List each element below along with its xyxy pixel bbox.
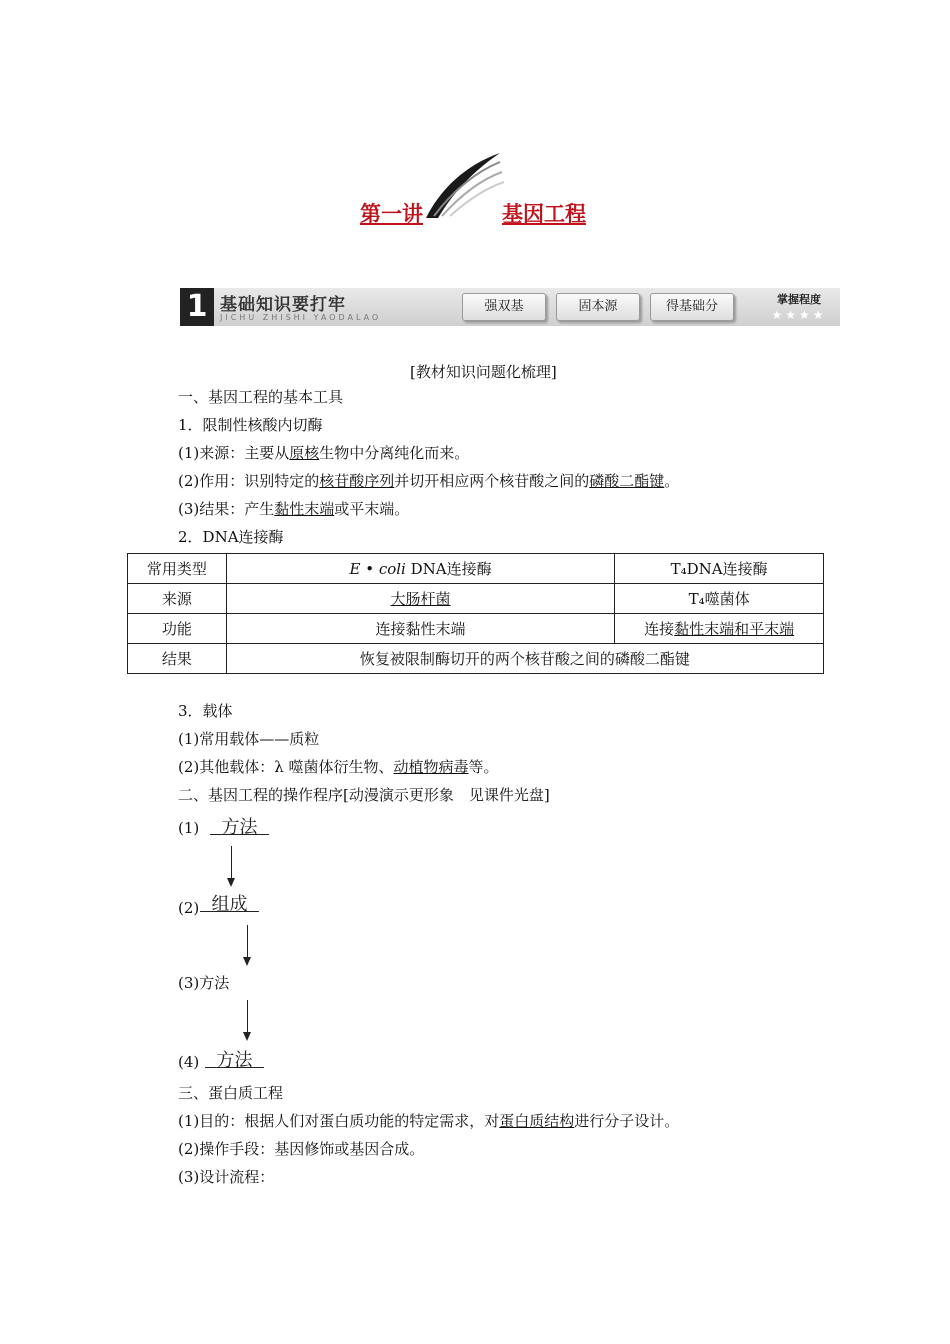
tab-qiangshuangji[interactable]: 强双基 xyxy=(462,293,546,321)
swoosh-decoration xyxy=(420,150,505,225)
answer-blank: 磷酸二酯键 xyxy=(589,472,665,490)
table-cell: 常用类型 xyxy=(128,554,227,584)
chapter-name: 基因工程 xyxy=(502,201,586,226)
table-cell: 结果 xyxy=(128,644,227,674)
flow-arrow xyxy=(247,1000,248,1034)
chapter-number: 第一讲 xyxy=(360,201,423,226)
dna-ligase-table xyxy=(127,553,824,674)
flow-label-2: 组成 xyxy=(211,894,248,915)
table-row xyxy=(128,554,824,584)
item3-common: (1)常用载体——质粒 xyxy=(178,730,320,748)
answer-blank: 原核 xyxy=(289,444,320,462)
table-row xyxy=(128,644,824,674)
table-cell: 连接黏性末端和平末端 xyxy=(615,614,824,644)
part3-flow: (3)设计流程： xyxy=(178,1168,275,1186)
flow-step-3: (3)方法 xyxy=(178,974,230,992)
answer-blank: 蛋白质结构 xyxy=(499,1112,575,1130)
answer-blank: 黏性末端 xyxy=(274,500,335,518)
item1-title: 1．限制性核酸内切酶 xyxy=(178,416,323,434)
mastery-stars: ★★★★ xyxy=(771,308,827,322)
answer-blank: 动植物病毒 xyxy=(393,758,469,776)
flow-step-2: (2) xyxy=(178,899,200,917)
part3-purpose: (1)目的：根据人们对蛋白质功能的特定需求，对蛋白质结构进行分子设计。 xyxy=(178,1112,680,1130)
item1-function: (2)作用：识别特定的核苷酸序列并切开相应两个核苷酸之间的磷酸二酯键。 xyxy=(178,472,680,490)
banner-number: 1 xyxy=(180,288,214,326)
table-row xyxy=(128,584,824,614)
flow-label-4: 方法 xyxy=(216,1050,253,1071)
item1-result: (3)结果：产生黏性末端或平末端。 xyxy=(178,500,410,518)
table-cell: 连接黏性末端 xyxy=(226,614,614,644)
part3-method: (2)操作手段：基因修饰或基因合成。 xyxy=(178,1140,425,1158)
arrow-down-icon xyxy=(243,1032,251,1041)
flow-arrow xyxy=(231,846,232,880)
banner-title: 基础知识要打牢 xyxy=(220,295,346,315)
table-cell: 功能 xyxy=(128,614,227,644)
part3-title: 三、蛋白质工程 xyxy=(178,1084,284,1102)
answer-blank: 大肠杆菌 xyxy=(390,590,451,608)
arrow-down-icon xyxy=(243,957,251,966)
flow-step-4: (4) xyxy=(178,1053,200,1071)
answer-blank: 黏性末端和平末端 xyxy=(674,620,795,638)
flow-step-1: (1) xyxy=(178,819,200,837)
item3-other: (2)其他载体：λ 噬菌体衍生物、动植物病毒等。 xyxy=(178,758,499,776)
table-cell: T₄DNA连接酶 xyxy=(615,554,824,584)
table-cell xyxy=(226,584,614,614)
table-cell: E • coli DNA连接酶 xyxy=(226,554,614,584)
flow-arrow xyxy=(247,925,248,959)
answer-blank: 核苷酸序列 xyxy=(319,472,395,490)
item1-source: (1)来源：主要从原核生物中分离纯化而来。 xyxy=(178,444,470,462)
section-header: [教材知识问题化梳理] xyxy=(410,363,557,381)
arrow-down-icon xyxy=(227,878,235,887)
section-banner xyxy=(180,288,840,326)
table-cell: T₄噬菌体 xyxy=(615,584,824,614)
part2-title: 二、基因工程的操作程序[动漫演示更形象 见课件光盘] xyxy=(178,786,550,804)
table-cell: 来源 xyxy=(128,584,227,614)
part1-title: 一、基因工程的基本工具 xyxy=(178,388,344,406)
tab-dejichufen[interactable]: 得基础分 xyxy=(650,293,734,321)
item3-title: 3．载体 xyxy=(178,702,233,720)
tab-gubenyuan[interactable]: 固本源 xyxy=(556,293,640,321)
banner-pinyin: JICHU ZHISHI YAODALAO xyxy=(220,313,382,322)
table-cell: 恢复被限制酶切开的两个核苷酸之间的磷酸二酯键 xyxy=(226,644,823,674)
table-row xyxy=(128,614,824,644)
item2-title: 2．DNA连接酶 xyxy=(178,528,284,546)
mastery-label: 掌握程度 xyxy=(777,293,821,306)
flow-label-1: 方法 xyxy=(221,817,258,838)
